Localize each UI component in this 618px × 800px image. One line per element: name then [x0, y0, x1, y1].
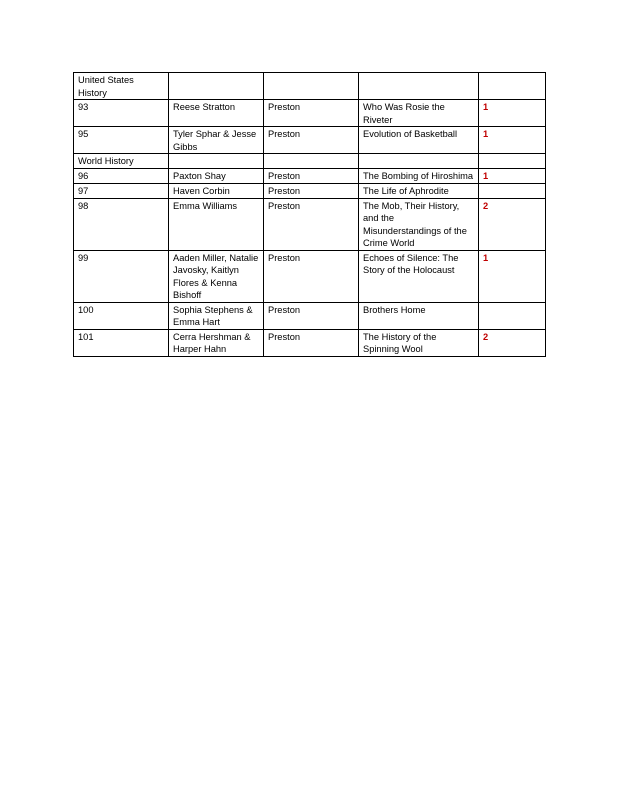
school: Preston	[264, 127, 359, 154]
place-ranking: 2	[479, 329, 546, 356]
student-names: Cerra Hershman & Harper Hahn	[169, 329, 264, 356]
section-title: United States History	[74, 73, 169, 100]
table-row	[74, 127, 546, 154]
student-names: Aaden Miller, Natalie Javosky, Kaitlyn Flores & Kenna Bishoff	[169, 250, 264, 302]
place-ranking: 1	[479, 127, 546, 154]
place-ranking	[479, 183, 546, 198]
table-row	[74, 183, 546, 198]
results-table	[73, 72, 546, 357]
school: Preston	[264, 250, 359, 302]
project-title: The Bombing of Hiroshima	[359, 168, 479, 183]
entry-number: 96	[74, 168, 169, 183]
entry-number: 99	[74, 250, 169, 302]
entry-number: 93	[74, 100, 169, 127]
place-ranking: 1	[479, 250, 546, 302]
table-row	[74, 100, 546, 127]
project-title: The Mob, Their History, and the Misunderstandings of the Crime World	[359, 198, 479, 250]
table-row	[74, 168, 546, 183]
school: Preston	[264, 183, 359, 198]
table-row	[74, 302, 546, 329]
table-row	[74, 329, 546, 356]
school: Preston	[264, 198, 359, 250]
entry-number: 100	[74, 302, 169, 329]
place-ranking	[479, 302, 546, 329]
student-names: Haven Corbin	[169, 183, 264, 198]
project-title: Who Was Rosie the Riveter	[359, 100, 479, 127]
student-names: Reese Stratton	[169, 100, 264, 127]
entry-number: 98	[74, 198, 169, 250]
student-names: Sophia Stephens & Emma Hart	[169, 302, 264, 329]
place-ranking: 1	[479, 100, 546, 127]
section-header-row	[74, 73, 546, 100]
school: Preston	[264, 329, 359, 356]
student-names: Tyler Sphar & Jesse Gibbs	[169, 127, 264, 154]
entry-number: 97	[74, 183, 169, 198]
table-row	[74, 198, 546, 250]
section-title: World History	[74, 154, 169, 169]
table-row	[74, 250, 546, 302]
school: Preston	[264, 168, 359, 183]
project-title: Evolution of Basketball	[359, 127, 479, 154]
place-ranking: 2	[479, 198, 546, 250]
student-names: Emma Williams	[169, 198, 264, 250]
project-title: The Life of Aphrodite	[359, 183, 479, 198]
project-title: The History of the Spinning Wool	[359, 329, 479, 356]
school: Preston	[264, 302, 359, 329]
student-names: Paxton Shay	[169, 168, 264, 183]
project-title: Echoes of Silence: The Story of the Holocaust	[359, 250, 479, 302]
section-header-row	[74, 154, 546, 169]
entry-number: 95	[74, 127, 169, 154]
place-ranking: 1	[479, 168, 546, 183]
school: Preston	[264, 100, 359, 127]
entry-number: 101	[74, 329, 169, 356]
project-title: Brothers Home	[359, 302, 479, 329]
